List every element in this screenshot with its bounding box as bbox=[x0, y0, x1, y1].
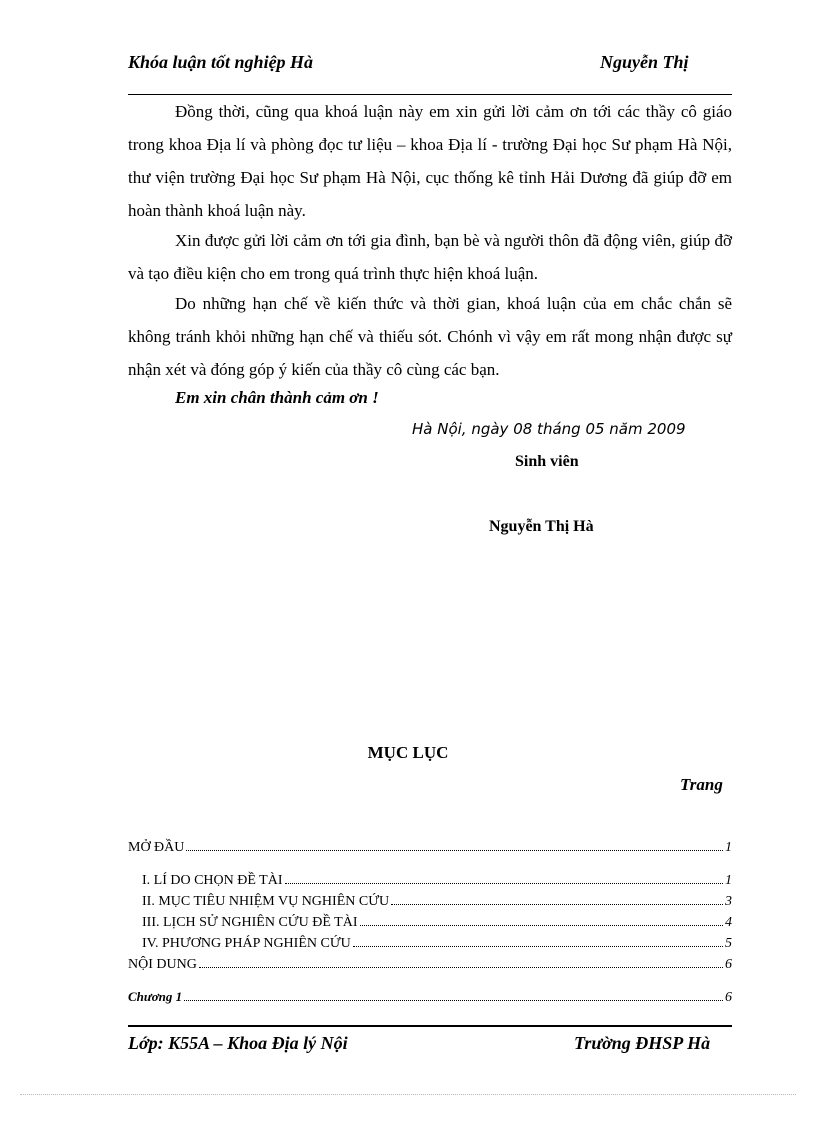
paragraph-2: Xin được gửi lời cảm ơn tới gia đình, bạn bè và người thôn đã động viên, giúp đỡ và tạo điều kiện cho em trong quá trình thực hiện khoá luận. bbox=[128, 231, 732, 283]
header-right: Nguyễn Thị bbox=[600, 52, 689, 72]
signer-name: Nguyễn Thị Hà bbox=[489, 518, 594, 535]
toc-row-page: 1 bbox=[725, 840, 732, 855]
date-line: Hà Nội, ngày 08 tháng 05 năm 2009 bbox=[412, 420, 686, 438]
toc-row-page: 3 bbox=[725, 894, 732, 909]
toc-row[interactable] bbox=[128, 955, 732, 975]
signer-role: Sinh viên bbox=[515, 453, 579, 470]
toc-row-page: 1 bbox=[725, 873, 732, 888]
toc-row-label: NỘI DUNG bbox=[128, 957, 197, 972]
toc-leader bbox=[353, 946, 723, 947]
footer-divider bbox=[128, 1025, 732, 1027]
toc-row[interactable] bbox=[128, 838, 732, 858]
toc-row[interactable] bbox=[128, 987, 732, 1008]
toc-row[interactable] bbox=[128, 871, 732, 891]
toc-row[interactable] bbox=[128, 934, 732, 954]
toc-row-label: MỞ ĐẦU bbox=[128, 840, 185, 855]
footer-right: Trường ĐHSP Hà bbox=[574, 1033, 711, 1053]
toc-leader bbox=[360, 925, 724, 926]
toc-row-label: I. LÍ DO CHỌN ĐỀ TÀI bbox=[142, 873, 283, 888]
toc-row[interactable] bbox=[128, 913, 732, 933]
footer-left: Lớp: K55A – Khoa Địa lý Nội bbox=[128, 1033, 348, 1053]
page-bottom-edge bbox=[20, 1094, 796, 1095]
toc-row[interactable] bbox=[128, 892, 732, 912]
paragraph-3: Do những hạn chế về kiến thức và thời gian, khoá luận của em chắc chắn sẽ không tránh khỏi những hạn chế và thiếu sót. Chónh vì vậy em rất mong nhận được sự nhận xét và đóng góp ý kiến của thầy cô cùng các bạn. bbox=[128, 294, 732, 379]
toc-row-page: 6 bbox=[725, 990, 732, 1005]
thanks-line: Em xin chân thành cảm ơn ! bbox=[175, 388, 379, 407]
toc-leader bbox=[285, 883, 724, 884]
toc-row-label: III. LỊCH SỬ NGHIÊN CỨU ĐỀ TÀI bbox=[142, 915, 358, 930]
paragraph-1: Đồng thời, cũng qua khoá luận này em xin gửi lời cảm ơn tới các thầy cô giáo trong khoa Địa lí và phòng đọc tư liệu – khoa Địa lí - trường Đại học Sư phạm Hà Nội, thư viện trường Đại học Sư phạm Hà Nội, cục thống kê tỉnh Hải Dương đã giúp đỡ em hoàn thành khoá luận này. bbox=[128, 102, 732, 220]
toc-leader bbox=[199, 967, 723, 968]
toc-leader bbox=[186, 850, 723, 851]
toc-row-page: 6 bbox=[725, 957, 732, 972]
toc-leader bbox=[391, 904, 723, 905]
toc-leader bbox=[184, 1000, 723, 1001]
toc-row-page: 5 bbox=[725, 936, 732, 951]
toc-row-label: II. MỤC TIÊU NHIỆM VỤ NGHIÊN CỨU bbox=[142, 894, 390, 909]
header-left: Khóa luận tốt nghiệp Hà bbox=[128, 52, 314, 72]
toc-row-label: IV. PHƯƠNG PHÁP NGHIÊN CỨU bbox=[142, 936, 351, 951]
toc-row-label: Chương 1 bbox=[128, 989, 183, 1004]
toc-title: MỤC LỤC bbox=[367, 743, 449, 762]
toc-page-column-label: Trang bbox=[680, 775, 723, 794]
toc-row-page: 4 bbox=[725, 915, 732, 930]
